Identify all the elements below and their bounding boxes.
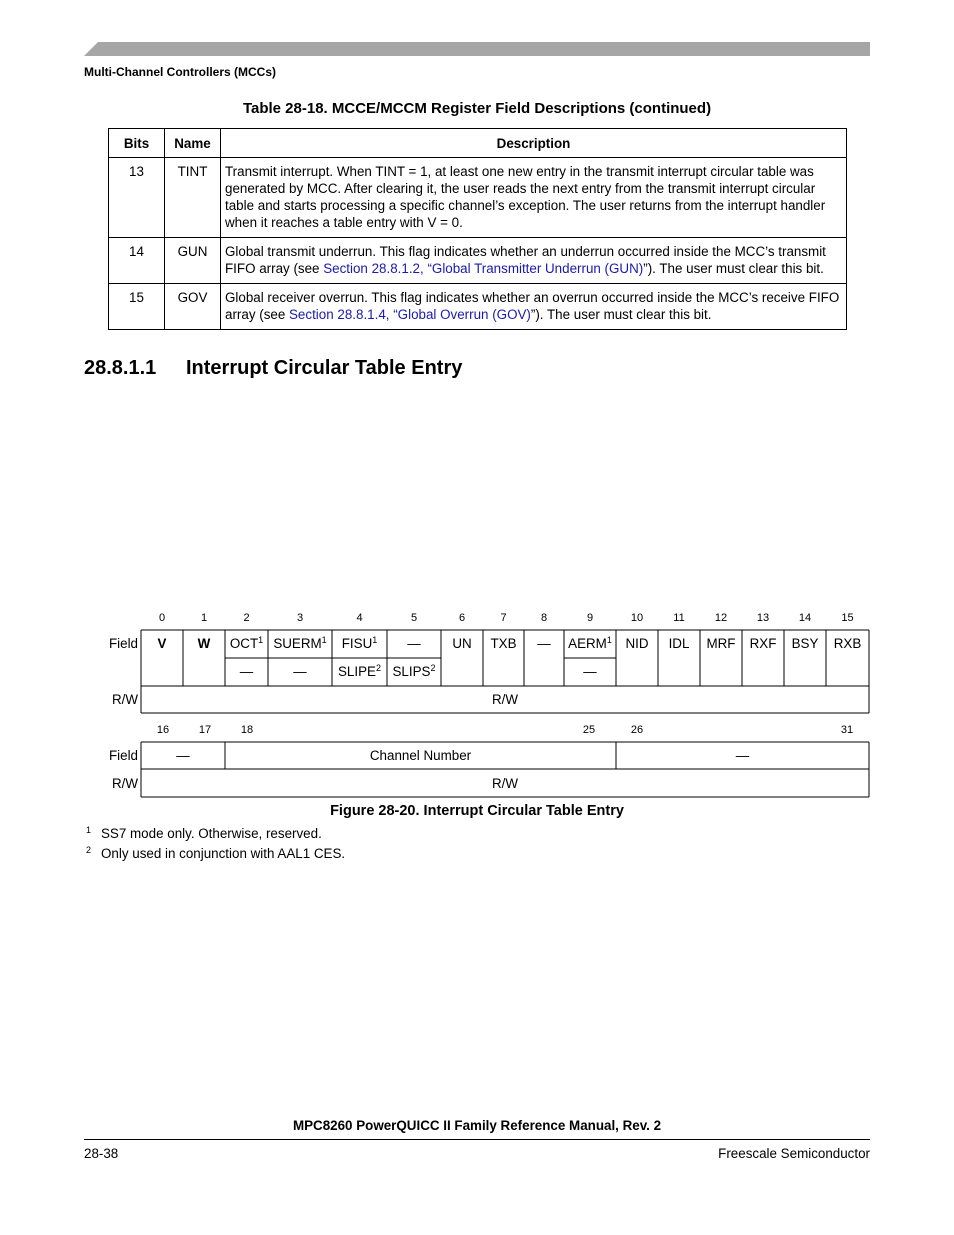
field-suerm: SUERM$^1$ (273, 635, 327, 651)
field-oct: OCT$^1$ (229, 635, 264, 651)
bit-number: 15 (841, 612, 854, 624)
field-fisu: FISU$^1$ (341, 635, 378, 651)
rw-value: R/W (491, 692, 519, 707)
bits-cell: 15 (109, 284, 165, 330)
bit-number: 14 (798, 612, 812, 624)
table-title: Table 28-18. MCCE/MCCM Register Field Descriptions (continued) (242, 100, 712, 117)
bit-number: 17 (198, 724, 212, 736)
bits-cell: 13 (109, 158, 165, 238)
bit-number: 1 (200, 612, 208, 624)
bits-cell: 14 (109, 238, 165, 284)
bit-number: 31 (840, 724, 854, 736)
field-channel-number: Channel Number (369, 748, 472, 763)
bit-number: 7 (500, 612, 507, 624)
bit-number: 11 (673, 612, 685, 624)
field-reserved: — (407, 636, 421, 651)
bit-number: 8 (540, 612, 548, 624)
bit-number: 3 (296, 612, 304, 624)
section-number: 28.8.1.1 (84, 357, 157, 379)
rw-row-label: R/W (111, 692, 138, 707)
field-reserved: — (293, 664, 307, 679)
field-row-label: Field (108, 636, 138, 651)
field-idl: IDL (668, 636, 690, 651)
bit-number: 2 (243, 612, 250, 624)
column-header-bits: Bits (109, 129, 165, 158)
page-number: 28-38 (84, 1146, 119, 1161)
field-rxf: RXF (749, 636, 777, 651)
field-nid: NID (625, 636, 649, 651)
footer-title: MPC8260 PowerQUICC II Family Reference Manual, Rev. 2 (292, 1118, 662, 1133)
field-bsy: BSY (791, 636, 819, 651)
bit-number: 10 (630, 612, 644, 624)
field-w: W (197, 636, 211, 651)
description-cell: Global receiver overrun. This flag indicates whether an overrun occurred inside the MCC’s receive FIFO array (see Section 28.8.1.4, “Global Overrun (GOV)”). The user must clear this bit. (221, 284, 847, 330)
description-cell: Transmit interrupt. When TINT = 1, at least one new entry in the transmit interrupt circular table was generated by MCC. After clearing it, the user reads the next entry from the transmit interrupt circular table and starts processing a specific channel’s exception. The user returns from the interrupt handler when it reaches a table entry with V = 0. (221, 158, 847, 238)
bit-number: 25 (582, 724, 596, 736)
field-rxb: RXB (833, 636, 862, 651)
rw-row-label: R/W (111, 776, 138, 791)
rw-value: R/W (491, 776, 519, 791)
field-aerm: AERM$^1$ (568, 635, 612, 651)
footer-company: Freescale Semiconductor (718, 1146, 870, 1161)
footnote-1: $^1$ SS7 mode only. Otherwise, reserved. (86, 825, 322, 841)
section-link-gov[interactable]: Section 28.8.1.4, “Global Overrun (GOV) (289, 307, 531, 322)
name-cell: GOV (165, 284, 221, 330)
bit-number: 13 (756, 612, 770, 624)
field-reserved: — (735, 748, 750, 763)
field-slipe: SLIPE$^2$ (338, 663, 381, 679)
bit-number: 0 (158, 612, 166, 624)
section-link-gun[interactable]: Section 28.8.1.2, “Global Transmitter Underrun (GUN) (323, 261, 644, 276)
footnote-2: $^2$ Only used in conjunction with AAL1 CES. (86, 845, 346, 861)
bit-number: 5 (410, 612, 418, 624)
field-txb: TXB (490, 636, 517, 651)
bit-number: 6 (458, 612, 466, 624)
field-slips: SLIPS$^2$ (392, 663, 436, 679)
bit-number: 9 (586, 612, 594, 624)
name-cell: TINT (165, 158, 221, 238)
field-reserved: — (537, 636, 551, 651)
section-title: Interrupt Circular Table Entry (186, 357, 463, 379)
footer-divider (84, 1139, 870, 1140)
name-cell: GUN (165, 238, 221, 284)
column-header-description: Description (221, 129, 847, 158)
field-reserved: — (176, 748, 190, 763)
field-v: V (157, 636, 167, 651)
running-header: Multi-Channel Controllers (MCCs) (84, 65, 276, 79)
column-header-name: Name (165, 129, 221, 158)
field-reserved: — (583, 664, 597, 679)
bit-number: 18 (240, 724, 254, 736)
field-reserved: — (239, 664, 254, 679)
bit-number: 12 (714, 612, 728, 624)
bit-number: 26 (630, 724, 644, 736)
field-row-label: Field (108, 748, 138, 763)
field-un: UN (452, 636, 472, 651)
bit-number: 16 (156, 724, 170, 736)
description-cell: Global transmit underrun. This flag indicates whether an underrun occurred inside the MCC’s transmit FIFO array (see Section 28.8.1.2, “Global Transmitter Underrun (GUN)”). The user must clear this bit. (221, 238, 847, 284)
field-mrf: MRF (706, 636, 736, 651)
figure-caption: Figure 28-20. Interrupt Circular Table Entry (330, 803, 624, 819)
bit-number: 4 (356, 612, 363, 624)
